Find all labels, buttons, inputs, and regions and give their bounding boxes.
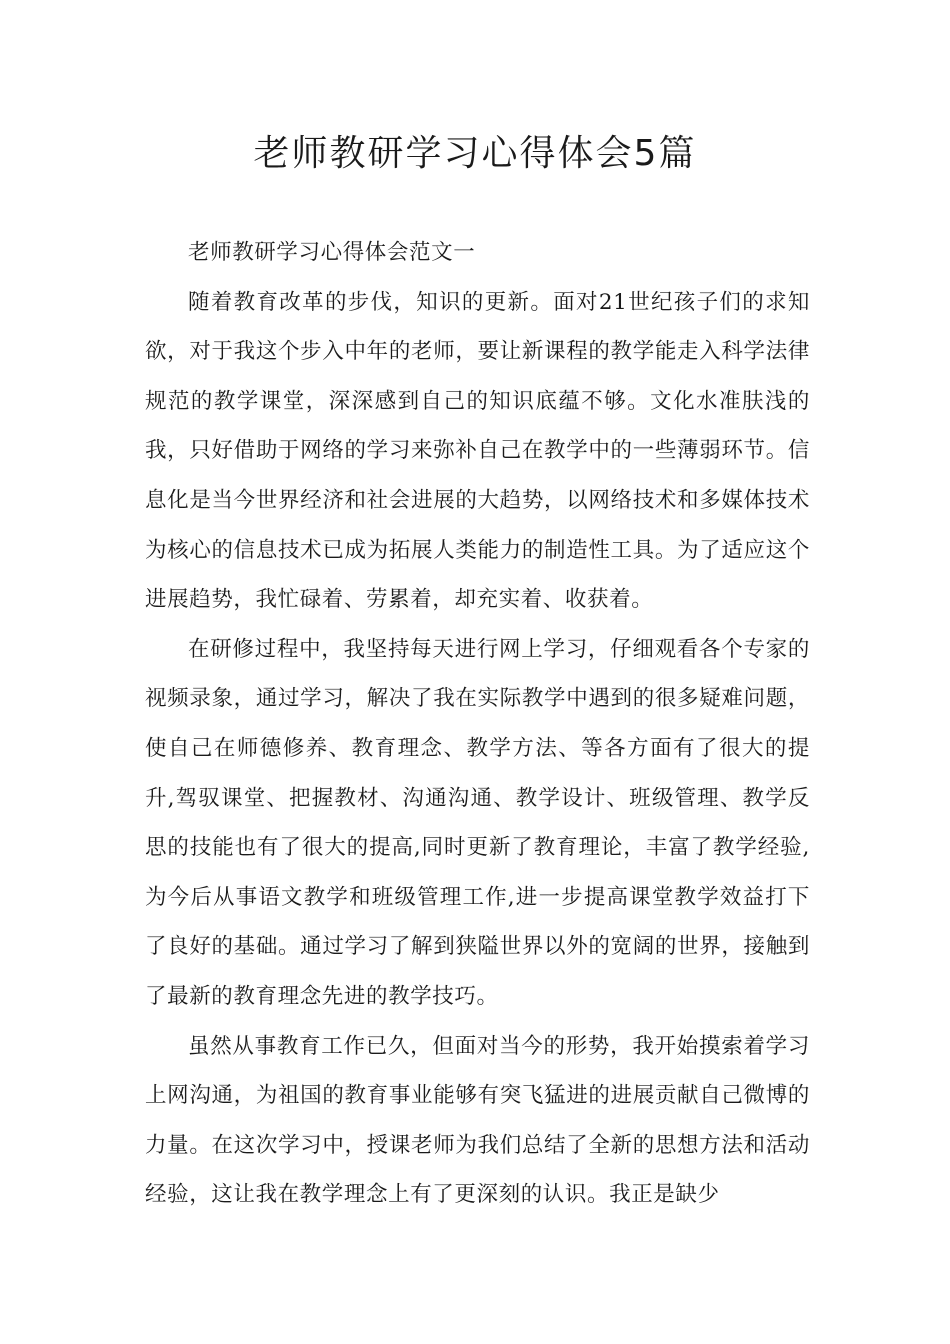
document-body <box>145 228 810 1220</box>
paragraph: 随着教育改革的步伐，知识的更新。面对21世纪孩子们的求知欲，对于我这个步入中年的老师，要让新课程的教学能走入科学法律规范的教学课堂，深深感到自己的知识底蕴不够。文化水准肤浅的我，只好借助于网络的学习来弥补自己在教学中的一些薄弱环节。信息化是当今世界经济和社会进展的大趋势，以网络技术和多媒体技术为核心的信息技术已成为拓展人类能力的制造性工具。为了适应这个进展趋势，我忙碌着、劳累着，却充实着、收获着。 <box>145 289 810 613</box>
paragraph: 虽然从事教育工作已久，但面对当今的形势，我开始摸索着学习上网沟通，为祖国的教育事业能够有突飞猛进的进展贡献自己微博的力量。在这次学习中，授课老师为我们总结了全新的思想方法和活动经验，这让我在教学理念上有了更深刻的认识。我正是缺少 <box>145 1033 810 1208</box>
paragraph: 在研修过程中，我坚持每天进行网上学习，仔细观看各个专家的视频录象，通过学习，解决了我在实际教学中遇到的很多疑难问题，使自己在师德修养、教育理念、教学方法、等各方面有了很大的提升,驾驭课堂、把握教材、沟通沟通、教学设计、班级管理、教学反思的技能也有了很大的提高,同时更新了教育理论，丰富了教学经验,为今后从事语文教学和班级管理工作,进一步提高课堂教学效益打下了良好的基础。通过学习了解到狭隘世界以外的宽阔的世界，接触到了最新的教育理念先进的教学技巧。 <box>145 636 810 1009</box>
document-title: 老师教研学习心得体会5篇 <box>253 133 697 174</box>
section-heading: 老师教研学习心得体会范文一 <box>188 240 476 265</box>
